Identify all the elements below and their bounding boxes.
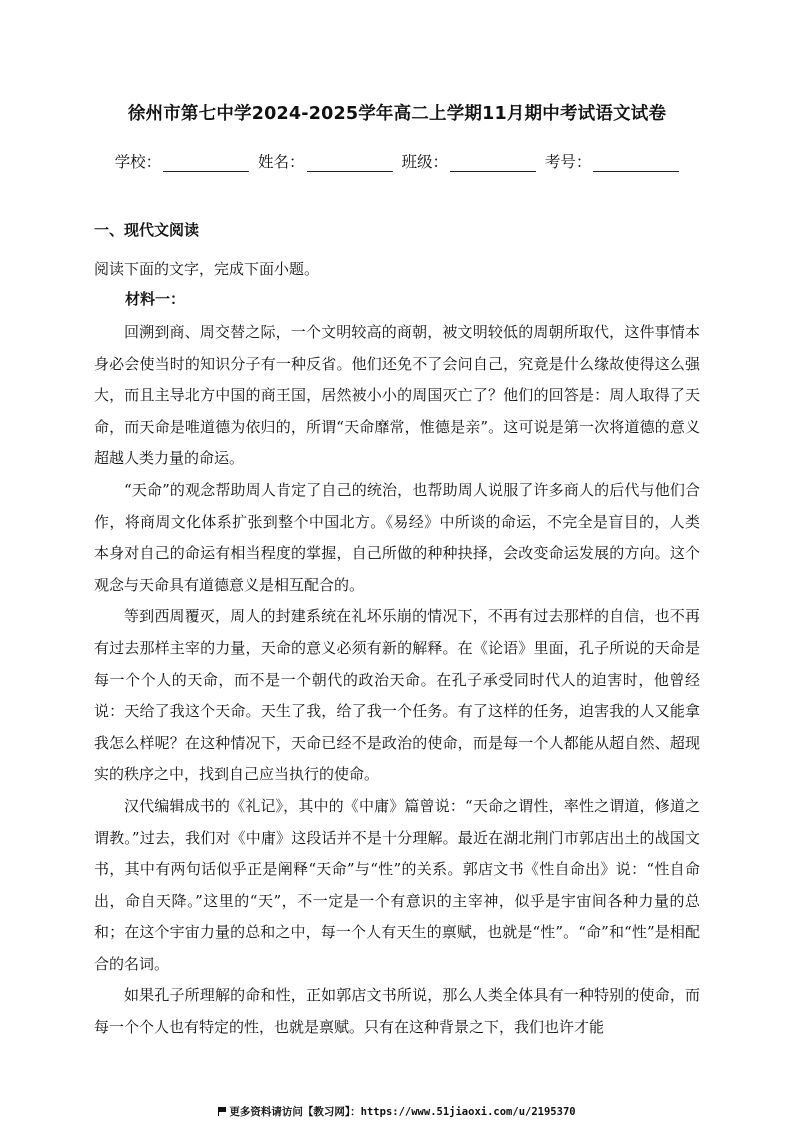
flag-icon xyxy=(218,1107,226,1116)
name-field xyxy=(258,150,393,172)
passage-paragraph: 汉代编辑成书的《礼记》，其中的《中庸》篇曾说：“天命之谓性，率性之谓道，修道之谓教。”过去，我们对《中庸》这段话并不是十分理解。最近在湖北荆门市郭店出土的战国文书，其中有两句话似乎正是阐释“天命”与“性”的关系。郭店文书《性自命出》说：“性自命出，命自天降。”这里的“天”，不一定是一个有意识的主宰神，似乎是宇宙间各种力量的总和；在这个宇宙力量的总和之中，每一个人有天生的禀赋，也就是“性”。“命”和“性”是相配合的名词。 xyxy=(94,796,700,973)
class-blank[interactable] xyxy=(450,155,536,172)
passage-paragraph: 等到西周覆灭，周人的封建系统在礼坏乐崩的情况下，不再有过去那样的自信，也不再有过去那样主宰的力量，天命的意义必须有新的解释。在《论语》里面，孔子所说的天命是每一个个人的天命，而不是一个朝代的政治天命。在孔子承受同时代人的迫害时，他曾经说：天给了我这个天命。天生了我，给了我一个任务。有了这样的任务，迫害我的人又能拿我怎么样呢？在这种情况下，天命已经不是政治的使命，而是每一个人都能从超自然、超现实的秩序之中，找到自己应当执行的使命。 xyxy=(94,607,700,784)
class-field xyxy=(401,150,536,172)
section-intro: 阅读下面的文字，完成下面小题。 xyxy=(94,260,320,278)
school-field xyxy=(115,150,250,172)
name-label: 姓名： xyxy=(258,153,305,171)
passage-paragraph: “天命”的观念帮助周人肯定了自己的统治，也帮助周人说服了许多商人的后代与他们合作，将商周文化体系扩张到整个中国北方。《易经》中所谈的命运，不完全是盲目的，人类本身对自己的命运有相当程度的掌握，自己所做的种种抉择，会改变命运发展的方向。这个观念与天命具有道德意义是相互配合的。 xyxy=(94,480,700,594)
student-info-row xyxy=(0,150,794,172)
name-blank[interactable] xyxy=(307,155,393,172)
reading-passage xyxy=(94,317,700,1044)
footer-text[interactable]: 更多资料请访问【教习网】：https://www.51jiaoxi.com/u/2195370 xyxy=(229,1106,576,1118)
school-blank[interactable] xyxy=(163,155,249,172)
school-label: 学校： xyxy=(114,153,162,171)
exam-number-label: 考号： xyxy=(544,153,592,171)
passage-paragraph: 如果孔子所理解的命和性，正如郭店文书所说，那么人类全体具有一种特别的使命，而每一个个人也有特定的性，也就是禀赋。只有在这种背景之下，我们也许才能 xyxy=(94,986,700,1037)
exam-number-field xyxy=(545,150,680,172)
footer-link[interactable] xyxy=(0,1104,794,1119)
material-label: 材料一： xyxy=(125,290,186,308)
exam-number-blank[interactable] xyxy=(593,155,679,172)
exam-title: 徐州市第七中学2024-2025学年高二上学期11月期中考试语文试卷 xyxy=(127,104,667,124)
passage-paragraph: 回溯到商、周交替之际，一个文明较高的商朝，被文明较低的周朝所取代，这件事情本身必会使当时的知识分子有一种反省。他们还免不了会问自己，究竟是什么缘故使得这么强大，而且主导北方中国的商王国，居然被小小的周国灭亡了？他们的回答是：周人取得了天命，而天命是唯道德为依归的，所谓“天命靡常，惟德是亲”。这可说是第一次将道德的意义超越人类力量的命运。 xyxy=(94,323,700,468)
section-heading: 一、现代文阅读 xyxy=(94,221,200,239)
class-label: 班级： xyxy=(401,153,448,171)
